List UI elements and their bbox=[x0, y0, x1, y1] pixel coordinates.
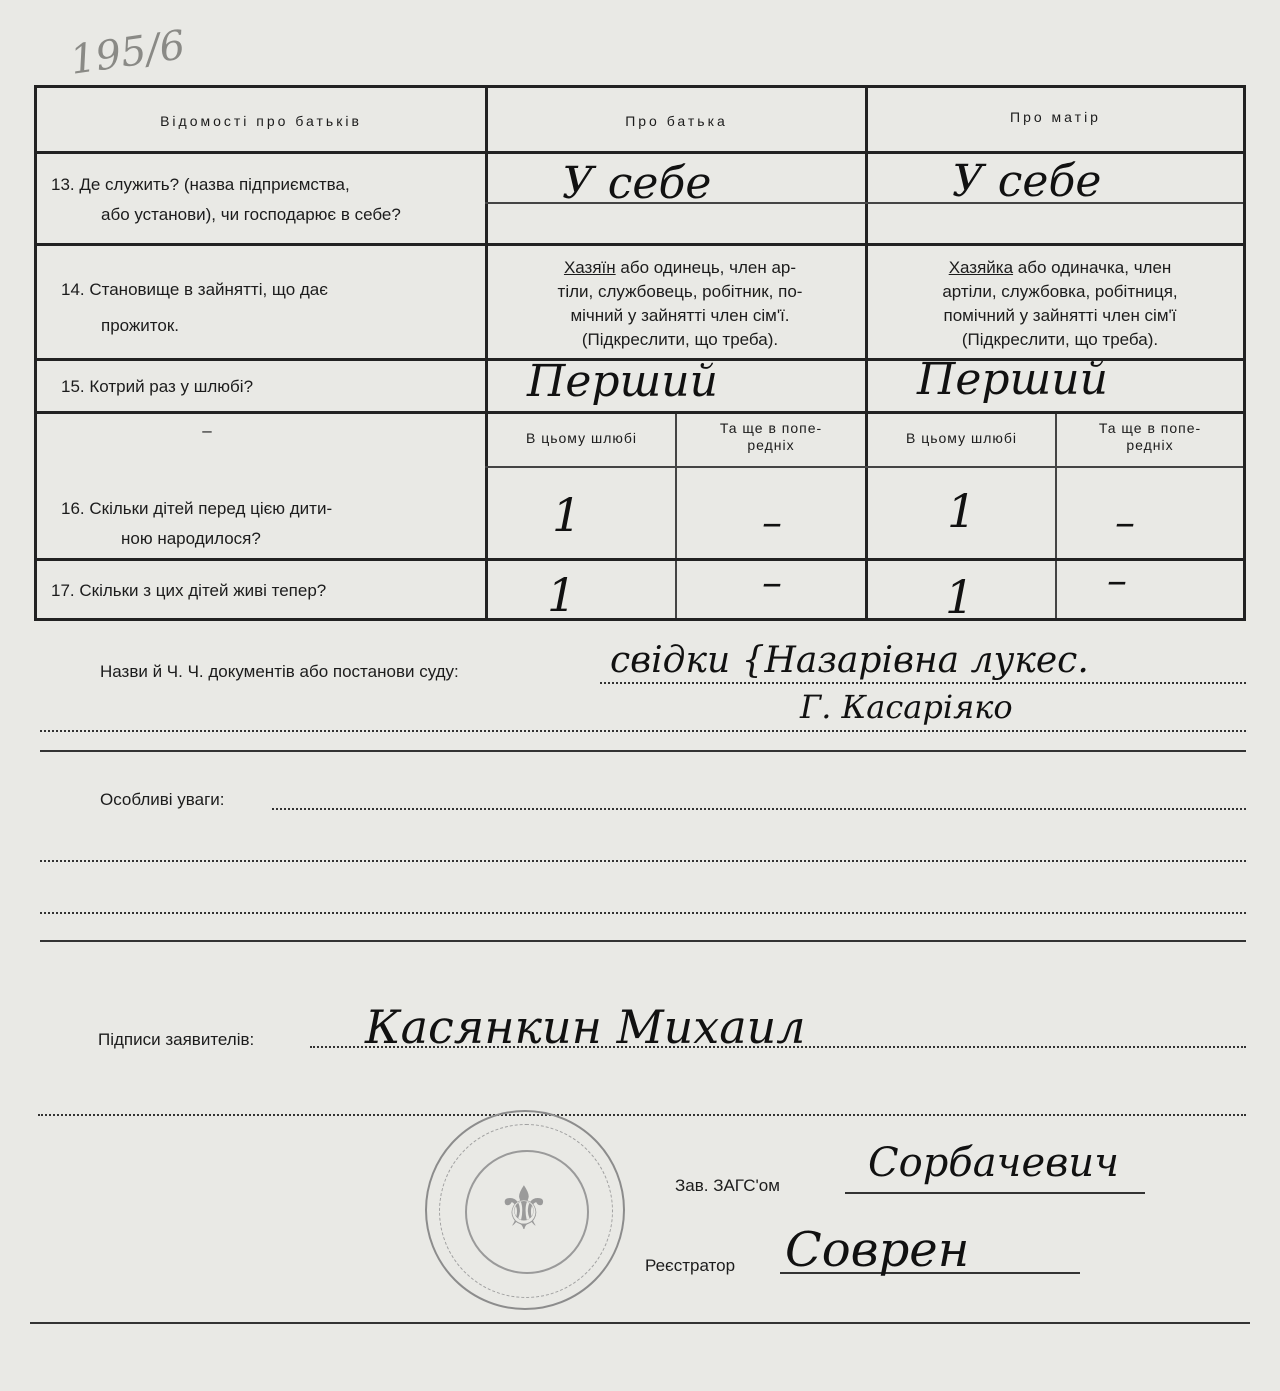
q14-label bbox=[61, 272, 481, 344]
q14-mother-options bbox=[883, 256, 1237, 352]
header-father: Про батька bbox=[625, 113, 728, 129]
subheader-this-marriage-father: В цьому шлюбі bbox=[525, 430, 638, 446]
q13-mother-answer: У себе bbox=[952, 156, 1102, 207]
registrar-signature: Соврен bbox=[785, 1222, 970, 1278]
q14-father-line3: мічний у зайнятті член сім'ї. bbox=[570, 306, 790, 325]
head-of-registry-label: Зав. ЗАГС'ом bbox=[675, 1176, 780, 1195]
subheader-previous-mother bbox=[1057, 420, 1243, 454]
signatures-label: Підписи заявителів: bbox=[98, 1030, 255, 1049]
subheader-previous-father-line1: Та ще в попе- bbox=[719, 420, 823, 436]
header-mother: Про матір bbox=[1010, 109, 1101, 125]
q17-mother-this: 1 bbox=[945, 570, 975, 624]
q15-label: 15. Котрий раз у шлюбі? bbox=[61, 377, 254, 396]
q14-mother-line3: помічний у зайнятті член сім'ї bbox=[943, 306, 1177, 325]
q14-label-line2: прожиток. bbox=[101, 316, 180, 335]
q17-father-prev: – bbox=[762, 560, 782, 606]
q14-father-line1: або одинець, член ар- bbox=[615, 258, 797, 277]
q14-mother-line2: артіли, службовка, робітниця, bbox=[942, 282, 1178, 301]
q15-father-answer: Перший bbox=[527, 356, 718, 407]
q14-father-line4: (Підкреслити, що треба). bbox=[581, 330, 779, 349]
q14-father-options bbox=[505, 256, 855, 352]
q14-label-line1: 14. Становище в зайнятті, що дає bbox=[61, 280, 328, 299]
documents-label: Назви й Ч. Ч. документів або постанови суду: bbox=[100, 662, 459, 681]
q16-mother-this: 1 bbox=[947, 484, 977, 538]
q17-label: 17. Скільки з цих дітей живі тепер? bbox=[51, 581, 327, 600]
remarks-label: Особливі уваги: bbox=[100, 790, 225, 809]
q14-mother-line1: або одиначка, член bbox=[1013, 258, 1172, 277]
q15-mother-answer: Перший bbox=[917, 354, 1108, 405]
subheader-previous-father bbox=[677, 420, 865, 454]
documents-value-line1: свідки {Назарівна лукес. bbox=[610, 640, 1089, 681]
q17-mother-prev: – bbox=[1107, 558, 1127, 604]
q16-father-prev: – bbox=[762, 500, 782, 546]
q16-father-this: 1 bbox=[552, 488, 582, 542]
q14-father-underlined: Хазяїн bbox=[563, 258, 616, 277]
q14-mother-underlined: Хазяйка bbox=[948, 258, 1014, 277]
documents-value-line2: Г. Касаріяко bbox=[800, 688, 1013, 726]
corner-note: 195/6 bbox=[67, 22, 188, 84]
official-seal bbox=[425, 1110, 625, 1310]
q13-label-line2: або установи), чи господарює в себе? bbox=[101, 205, 401, 224]
q14-mother-line4: (Підкреслити, що треба). bbox=[961, 330, 1159, 349]
subheader-previous-mother-line1: Та ще в попе- bbox=[1098, 420, 1202, 436]
subheader-previous-father-line2: редніх bbox=[747, 437, 795, 453]
subheader-previous-mother-line2: редніх bbox=[1126, 437, 1174, 453]
header-parents-info: Відомості про батьків bbox=[160, 113, 362, 129]
q16-mother-prev: – bbox=[1115, 500, 1135, 546]
subheader-this-marriage-mother: В цьому шлюбі bbox=[905, 430, 1018, 446]
q13-label-line1: 13. Де служить? (назва підприємства, bbox=[51, 175, 350, 194]
q16-label-line1: 16. Скільки дітей перед цією дити- bbox=[61, 499, 333, 518]
q16-label bbox=[61, 494, 481, 554]
q13-father-answer: У себе bbox=[562, 158, 712, 209]
parents-info-table bbox=[34, 85, 1246, 624]
q17-father-this: 1 bbox=[547, 568, 577, 622]
q16-label-line2: ною народилося? bbox=[121, 529, 261, 548]
registrar-label: Реєстратор bbox=[645, 1256, 736, 1275]
subheader-dash: – bbox=[202, 421, 212, 440]
q13-label bbox=[51, 170, 481, 230]
q14-father-line2: тіли, службовець, робітник, по- bbox=[557, 282, 803, 301]
head-of-registry-signature: Сорбачевич bbox=[868, 1140, 1120, 1186]
applicant-signature: Касянкин Михаил bbox=[365, 1000, 806, 1054]
seal-emblem-icon: ⚜ bbox=[497, 1175, 551, 1242]
